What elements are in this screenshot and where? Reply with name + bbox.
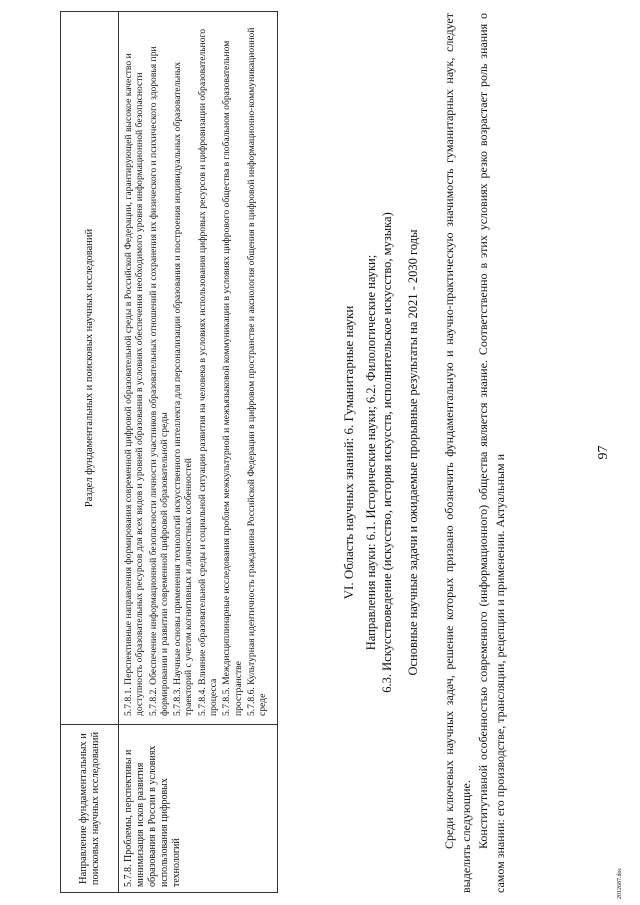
area-heading: VI. Область научных знаний: 6. Гуманитарные науки (341, 305, 356, 600)
section-item: 5.7.8.2. Обеспечение информационной безопасности личности участников образовательных отношений и сохранения их физического и психического здоровья при формировании и развитии современной цифровой образовательной среды (147, 46, 170, 716)
directions-line-1: Направления науки: 6.1. Исторические науки; 6.2. Филологические науки; (364, 254, 378, 651)
header-direction: Направление фундаментальных и поисковых научных исследований (61, 724, 118, 892)
tasks-heading: Основные научные задачи и ожидаемые прорывные результаты на 2021 - 2030 годы (406, 229, 420, 676)
paragraph-2: Конститутивной особенностью современного (информационного) общества является знание. Соответственно в этих условиях резко возрастает роль знания о самом знании: его производстве, трансляции, рецепции и применении. Актуальным и (476, 13, 507, 893)
paragraph-1: Среди ключевых научных задач, решение которых призвано обозначить фундаментальную и научно-практическую значимость гуманитарных наук, следует выделить следующие. (442, 13, 473, 893)
table-row (119, 12, 277, 892)
section-item: 5.7.8.4. Влияние образовательной среды и социальной ситуации развития на человека в условиях использования цифровых ресурсов и цифровизации образовательного процесса (196, 28, 220, 716)
document-id: 2012687.doc (617, 867, 623, 899)
section-item: 5.7.8.6. Культурная идентичность гражданина Российской Федерации в цифровом пространстве и аксиология общения в цифровой информационно-коммуникационной среде (245, 27, 269, 716)
research-table (60, 11, 278, 893)
table-header-row (61, 12, 119, 892)
section-item: 5.7.8.3. Научные основы применения технологий искусственного интеллекта для персонализации образования и построения индивидуальных образовательных траекторий с учетом когнитивных и личностных особенностей (172, 61, 195, 716)
header-section: Раздел фундаментальных и поисковых научных исследований (83, 228, 95, 508)
directions-line-2: 6.3. Искусствоведение (искусство, история искусств, исполнительское искусство, музыка) (380, 212, 394, 693)
body-text (441, 13, 509, 893)
sections-cell (119, 12, 277, 724)
section-item: 5.7.8.1. Перспективные направления формирования современной цифровой образовательной среды в Российской Федерации, гарантирующей высокое качество и доступность образовательных ресурсов для всех видов и уровней образования в условиях обеспечения необходимого уровня информационной безопасности (123, 53, 146, 716)
page-number: 97 (596, 445, 611, 460)
direction-cell: 5.7.8. Проблемы, перспективы и минимизация исков развития образования в России в условиях использования цифровых технологий (119, 724, 277, 892)
section-item: 5.7.8.5. Междисциплинарные исследования проблем межкультурной и межъязыковой коммуникации в условиях цифрового общества в глобальном образовательном пространстве (221, 40, 244, 716)
